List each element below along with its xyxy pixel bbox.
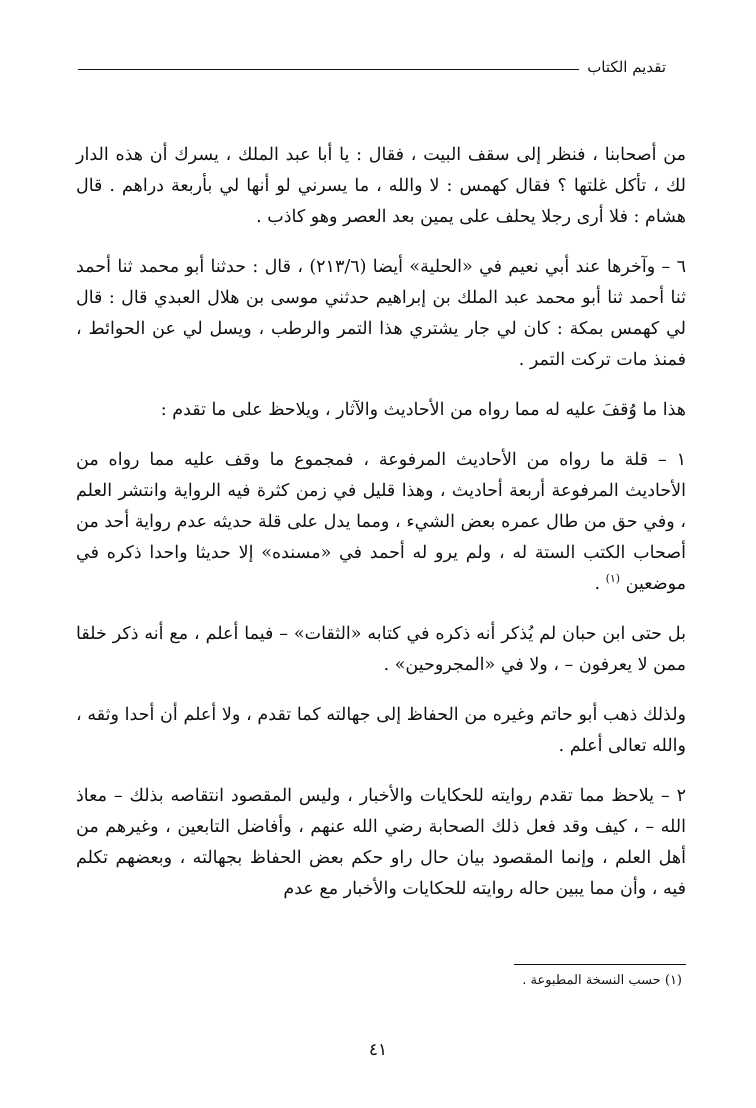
running-title: تقديم الكتاب <box>587 58 666 76</box>
paragraph-text: ١ – قلة ما رواه من الأحاديث المرفوعة ، فمجموع ما وقف عليه مما رواه من الأحاديث المرفوعة أربعة أحاديث ، وهذا قليل في زمن كثرة فيه الرواية وانتشر العلم ، وفي حق من طال عمره بعض الشيء ، ومما يدل على قلة حديثه عدم رواية أحد من أصحاب الكتب الستة له ، ولم يرو له أحمد في «مسنده» إلا حديثا واحدا ذكره في موضعين <box>76 450 686 594</box>
paragraph: بل حتى ابن حبان لم يُذكر أنه ذكره في كتابه «الثقات» – فيما أعلم ، مع أنه ذكر خلقا ممن لا يعرفون – ، ولا في «المجروحين» . <box>76 624 686 675</box>
running-header <box>78 58 666 76</box>
header-rule <box>78 69 579 70</box>
paragraph: ٦ – وآخرها عند أبي نعيم في «الحلية» أيضا (٢١٣/٦) ، قال : حدثنا أبو محمد ثنا أحمد ثنا أحمد ثنا أبو محمد عبد الملك بن إبراهيم حدثني موسى بن هلال العبدي قال : قال لي كهمس بمكة : كان لي جار يشتري هذا التمر والرطب ، ويسل لي عن الحوائط ، فمنذ مات تركت التمر . <box>76 257 686 370</box>
paragraph: من أصحابنا ، فنظر إلى سقف البيت ، فقال : يا أبا عبد الملك ، يسرك أن هذه الدار لك ، تأكل غلتها ؟ فقال كهمس : لا والله ، ما يسرني لو أنها لي بأربعة دراهم . قال هشام : فلا أرى رجلا يحلف على يمين بعد العصر وهو كاذب . <box>76 145 686 227</box>
paragraph-end: . <box>594 574 606 594</box>
footnote: (١) حسب النسخة المطبوعة . <box>522 973 682 988</box>
body-text <box>76 140 686 924</box>
paragraph-with-footnote <box>76 445 686 600</box>
paragraph: ٢ – يلاحظ مما تقدم روايته للحكايات والأخبار ، وليس المقصود انتقاصه بذلك – معاذ الله – ، كيف وقد فعل ذلك الصحابة رضي الله عنهم ، وأفاضل التابعين ، وغيرهم من أهل العلم ، وإنما المقصود بيان حال راو حكم بعض الحفاظ بجهالته ، وبعضهم تكلم فيه ، وأن مما يبين حاله روايته للحكايات والأخبار مع عدم <box>76 786 686 899</box>
paragraph: هذا ما وُقفَ عليه له مما رواه من الأحاديث والآثار ، ويلاحظ على ما تقدم : <box>160 400 686 420</box>
page-number: ٤١ <box>368 1040 388 1060</box>
footnote-rule <box>514 964 686 965</box>
paragraph: ولذلك ذهب أبو حاتم وغيره من الحفاظ إلى جهالته كما تقدم ، ولا أعلم أن أحدا وثقه ، والله تعالى أعلم . <box>76 705 686 756</box>
footnote-reference[interactable]: (١) <box>605 572 621 586</box>
